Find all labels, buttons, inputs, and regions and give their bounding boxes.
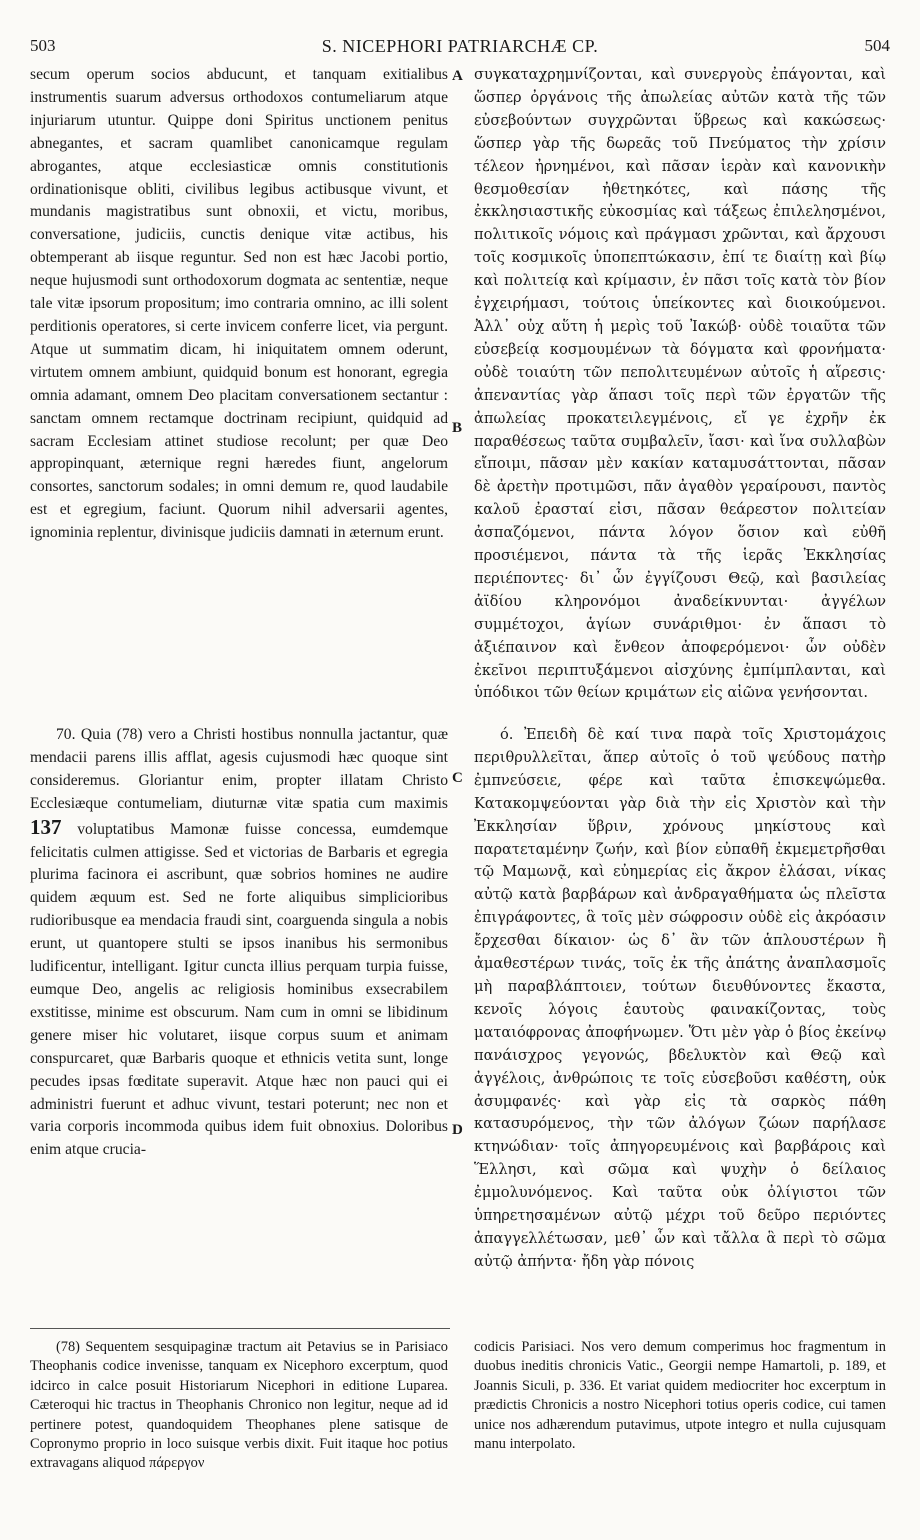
footnote-right [474,1338,886,1454]
page-number-right: 504 [864,36,890,55]
greek-paragraph-70: ό. Ἐπειδὴ δὲ καί τινα παρὰ τοῖς Χριστομάχοις περιθρυλλεῖται, ἅπερ αὐτοῖς ὁ τοῦ ψεύδους πατὴρ ἐμπνεύσειε, φέρε καὶ ταῦτα ἐπισκεψώμεθα. Κατακομψεύονται γὰρ διὰ τὴν εἰς Χριστὸν καὶ τὴν Ἐκκλησίαν ὕβριν, χρόνους μηκίστους καὶ παρατεταμένην ζωήν, καὶ βίον εὐπαθῆ ἐκμεμετρῆσθαι τῷ Μαμωνᾷ, καὶ εὐημερίας εἰς ἄκρον ἐλάσαι, νίκας αὐτῷ κατὰ βαρβάρων καὶ ἀνδραγαθήματα ὡς πλεῖστα ἐπιγράφοντες, ἃ τοῖς μὲν σώφροσιν οὐδὲ εἰς ἀκρόασιν ἔρχεσθαι δίκαιον· ὡς δ᾽ ἂν τῶν ἁπλουστέρων ἢ ἀμαθεστέρων τινάς, τοῖς ἐκ τῆς ἀπάτης ἀναπλασμοῖς μὴ παραβλάπτοιεν, τούτων διευθύνοντες ἕκαστα, κενοῖς λόγοις ἑαυτοὺς φαινακίζοντας, τοὺς ματαιόφρονας ἀποφήνωμεν. Ὅτι μὲν γὰρ ὁ βίος ἐκείνῳ πανάισχρος γεγονώς, βδελυκτὸν καὶ Θεῷ καὶ ἀγγέλοις, ἀνθρώποις τε τοῖς εὐσεβοῦσι καθέστη, οὐκ ἀσυμφανές· καὶ γὰρ εἰς τὰ σαρκὸς πάθη κατασυρόμενος, τὴν τῶν ἀλόγων ζώων παρήλασε κτηνώδιαν· τοῖς ἀπηγορευμένοις καὶ βαρβάροις καὶ Ἕλλησι, καὶ σῶμα καὶ ψυχὴν ὁ δείλαιος ἐμμολυνόμενος. Καὶ ταῦτα οὐκ ὀλίγιστοι τῶν ὑπηρετησαμένων αὐτῷ μέχρι τοῦ δεῦρο περιόντες ἀπαγγελλέτωσαν, μεθ᾽ ὧν καὶ τἄλλα ἃ περὶ τὸ σῶμα αὐτῷ ἀπήντα· ἤδη γὰρ πόνοις [474,726,886,1270]
greek-column-section-70 [474,724,886,1326]
greek-paragraph-1: συγκαταχρημνίζονται, καὶ συνεργοὺς ἐπάγονται, καὶ ὥσπερ ὀργάνοις τῆς ἀπωλείας αὐτῶν κατὰ τῆς τῶν εὐσεβούντων συγχρῶνται ὕβρεως καὶ κακώσεως· ὥσπερ γὰρ τῆς δωρεᾶς τοῦ Πνεύματος τὴν χρίσιν τέλεον ἠρνημένοι, καὶ πᾶσαν ἱερὰν καὶ κανονικὴν θεσμοθεσίαν ἠθετηκότες, καὶ πάσης τῆς ἐκκλησιαστικῆς εὐκοσμίας καὶ τάξεως ἐπιλελησμένοι, πολιτικοῖς νόμοις καὶ πράγμασι χρῶνται, καὶ ἄρχουσι τοῖς κοσμικοῖς ὑποπεπτώκασιν, ἐπί τε διαίτῃ καὶ βίῳ καὶ πολιτείᾳ καὶ κρίμασιν, ἐν πᾶσι τοῖς κατὰ τὸν βίον ἐγχειρήμασι, τούτοις ὑπείκοντες καὶ διοικούμενοι. Ἀλλ᾽ οὐχ αὕτη ἡ μερὶς τοῦ Ἰακώβ· οὐδὲ τοιαῦτα τῶν εὐσεβείᾳ κοσμουμένων τὰ δόγματα καὶ φρονήματα· οὐδὲ τοιαύτη τῶν πεπολιτευμένων αὐτοῖς ἡ αἵρεσις· ἀπεναντίας γὰρ ἅπασι τοῖς περὶ τῶν ἐργατῶν τῆς ἀπωλείας προκατειλεγμένοις, εἴ γε ἐχρῆν ἐκ παραθέσεως ταῦτα συμβαλεῖν, ἴασι· καὶ ἵνα συλλαβὼν εἴποιμι, πᾶσαν μὲν κακίαν καταμυσάττονται, πᾶσαν δὲ ἀρετὴν προτιμῶσι, πᾶν ἀγαθὸν γεραίρουσι, παντὸς καλοῦ ἐρασταί εἰσι, πᾶσαν θεάρεστον πολιτείαν ἀσπαζόμενοι, πάντα λόγον ὅσιον καὶ εὐθῆ προσιέμενοι, πάντα τὰ τῆς ἱερᾶς Ἐκκλησίας περιέποντες· δι᾽ ὧν ἐγγίζουσι Θεῷ, καὶ βασιλείας ἀϊδίου κληρονόμοι ἀναδείκνυνται· ἀγγέλων συμμέτοχοι, ἁγίων συνάριθμοι· ἐν ἅπασι τὸ ἀξιέπαινον καὶ ἔνθεον ἀποφερόμενοι· ὧν οὐδὲν ἐκεῖνοι περιπτυξάμενοι αἰσχύνης ἐμπίμπλανται, καὶ ὑπόδικοι τῶν θείων κριμάτων εἰς αἰῶνα γενήσονται. [474,66,886,702]
page-header [30,36,890,66]
greek-column-top [474,64,886,704]
footnote-left [30,1338,448,1474]
footnote-78-continued: codicis Parisiaci. Nos vero demum comperimus hoc fragmentum in duobus ineditis chronicis Vatic., Georgii nempe Hamartoli, p. 189, et Joannis Siculi, p. 336. Et variat quidem mediocriter hoc excerptum in prædictis Chronicis a nostro Nicephori totius operis codice, cui tamen unice nos adhærendum putavimus, utpote integro et nulla cujusquam manu interpolato. [474,1339,886,1453]
margin-number-137: 137 [30,814,62,839]
latin-paragraph-70-end: voluptatibus Mamonæ fuisse concessa, eumdemque felicitatis culmen attigisse. Sed et victorias de Barbaris et egregia plurima facinora ei ascribunt, quæ sobrios homines ne audire quidem æquum est. Sed ne forte aliquibus simplicioribus rudioribusque ea mendacia fraudi sint, coarguenda singula a nobis erunt, ut quantopere stulti se ipsos inanibus his sermonibus ludificentur, intelligant. Igitur cuncta illius perquam turpia fuisse, eumque Deo, angelis ac religiosis hominibus exsecrabilem exstitisse, minime est obscurum. Nam cum in omni se libidinum genere miser hic volutaret, iisque corpus suum et animam conspurcaret, quæ Barbaris quoque et ethnicis vetita sunt, longe pecudes ipsas fœditate superavit. Atque hæc non pauci qui ei administri fuerunt et adhuc vivunt, testari poterunt; nec non et varia corporis incommoda quibus idem fuit obnoxius. Doloribus enim atque crucia- [30,820,448,1159]
running-title: S. NICEPHORI PATRIARCHÆ CP. [321,36,599,56]
latin-paragraph-70-start: 70. Quia (78) vero a Christi hostibus nonnulla jactantur, quæ mendacii parens illis afflat, agesis cujusmodi hæc quoque sint consideremus. Gloriantur enim, propter illatam Christo Ecclesiæque contumeliam, diuturnæ vitæ spatia cum maximis [30,726,448,812]
latin-column-section-70 [30,724,448,1326]
section-marker-a: A [452,68,463,84]
section-marker-b: B [452,420,463,436]
footnote-divider [30,1328,450,1329]
latin-paragraph-1: secum operum socios abducunt, et tanquam exitialibus instrumentis suarum adversus orthodoxos contumeliarum atque injuriarum utuntur. Quippe doni Spiritus unctionem penitus abnegantes, et sacram quamlibet canonicamque regulam abrogantes, atque ecclesiasticæ omnis constitutionis ordinationisque obliti, civilibus legibus actibusque vivunt, et mundanis magistratibus sunt obnoxii, et victu, moribus, conversatione, judiciis, cunctis denique vitæ actibus, his obtemperant ab iisque reguntur. Sed non est hæc Jacobi portio, neque hujusmodi sunt orthodoxorum dogmata ac sententiæ, neque tale vitæ ipsorum propositum; imo contraria omnino, ac illi solent perditionis operatores, si certe invicem conferre licet, via pergunt. Atque ut summatim dicam, hi iniquitatem omnem oderunt, virtutem omnem ambiunt, quidquid bonum est honorant, egregia omnia adamant, omnem Deo placitam conversationem sectantur : sanctam omnem rectamque doctrinam recipiunt, quidquid ad sacram Ecclesiam attinet studiose recolunt; per quæ Deo appropinquant, æternique regni hæredes fiunt, angelorum consortes, sanctorum sodales; in omni demum re, quod laudabile est et egregium, faciunt. Quorum nihil adversarii agentes, ignominia replentur, divinisque judiciis damnati in æternum erunt. [30,66,448,542]
latin-column-top [30,64,448,704]
section-marker-d: D [452,1122,463,1138]
latin-paragraph-70 [30,724,448,1162]
page-number-left: 503 [30,36,56,55]
footnote-78-text: (78) Sequentem sesquipaginæ tractum ait Petavius se in Parisiaco Theophanis codice invenisse, tanquam ex Nicephoro excerptum, quod idcirco in calce posuit Historiarum Nicephori in editione Luparea. Cæteroqui hic tractus in Theophanis Chronico non legitur, neque ad id pertinere potest, quandoquidem Theophanes plene satisque de Copronymo proprio in loco suisque verbis dixit. Fuit itaque hoc potius extravagans aliquod πάρεργον [30,1339,448,1472]
section-marker-c: C [452,770,463,786]
